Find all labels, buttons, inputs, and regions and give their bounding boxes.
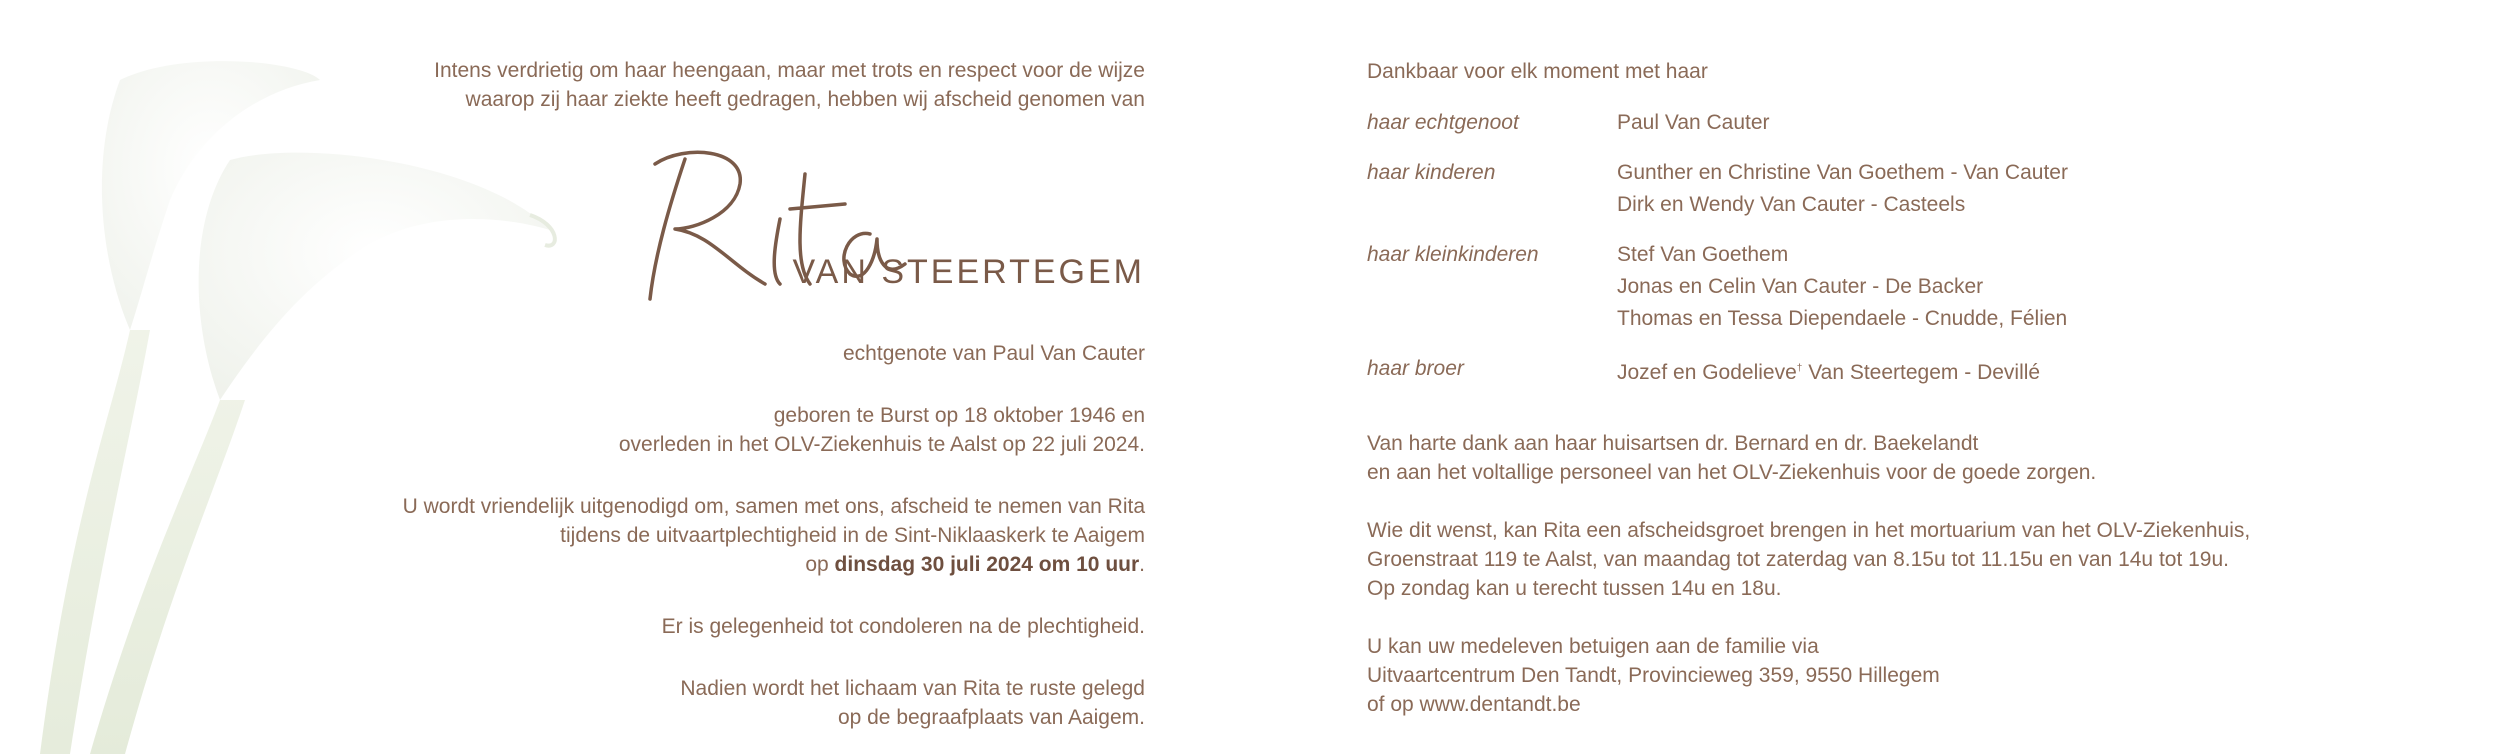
family-name: Thomas en Tessa Diependaele - Cnudde, Félien bbox=[1617, 307, 2068, 330]
website-line[interactable]: of op www.dentandt.be bbox=[1367, 693, 1581, 716]
date-suffix: . bbox=[1139, 553, 1145, 576]
family-role: haar echtgenoot bbox=[1367, 111, 1519, 134]
family-column bbox=[1367, 56, 2467, 719]
condolence-info-line: U kan uw medeleven betuigen aan de familie via bbox=[1367, 635, 1819, 658]
family-name: Stef Van Goethem bbox=[1617, 243, 1789, 266]
deceased-name bbox=[330, 134, 1145, 349]
family-row-brother bbox=[1367, 353, 2467, 389]
visit-line: Op zondag kan u terecht tussen 14u en 18u. bbox=[1367, 577, 1782, 600]
family-role: haar kinderen bbox=[1367, 161, 1496, 184]
burial-line-1: Nadien wordt het lichaam van Rita te ruste gelegd bbox=[680, 677, 1145, 700]
family-role: haar kleinkinderen bbox=[1367, 243, 1539, 266]
family-row-grandchildren bbox=[1367, 239, 2467, 335]
spouse-line: echtgenote van Paul Van Cauter bbox=[843, 342, 1145, 365]
family-name: Dirk en Wendy Van Cauter - Casteels bbox=[1617, 193, 1966, 216]
family-list bbox=[1367, 107, 2467, 389]
born-line: geboren te Burst op 18 oktober 1946 en bbox=[773, 404, 1145, 427]
family-heading: Dankbaar voor elk moment met haar bbox=[1367, 60, 1708, 83]
visit-line: Wie dit wenst, kan Rita een afscheidsgroet brengen in het mortuarium van het OLV-Ziekenhuis, bbox=[1367, 519, 2251, 542]
brother-surname: Van Steertegem - Devillé bbox=[1808, 361, 2041, 384]
family-row-children bbox=[1367, 157, 2467, 221]
condolence-line: Er is gelegenheid tot condoleren na de plechtigheid. bbox=[661, 615, 1145, 638]
family-row-spouse bbox=[1367, 107, 2467, 139]
announcement-column bbox=[330, 56, 1145, 732]
cross-mark: † bbox=[1796, 363, 1803, 374]
family-name: Gunther en Christine Van Goethem - Van Cauter bbox=[1617, 161, 2068, 184]
ceremony-date bbox=[330, 550, 1145, 579]
family-name: Jonas en Celin Van Cauter - De Backer bbox=[1617, 275, 1984, 298]
surname: VAN STEERTEGEM bbox=[792, 253, 1145, 291]
intro-line-2: waarop zij haar ziekte heeft gedragen, hebben wij afscheid genomen van bbox=[465, 88, 1145, 111]
first-name-text: Rita bbox=[615, 134, 617, 135]
family-role: haar broer bbox=[1367, 357, 1464, 380]
invite-line-1: U wordt vriendelijk uitgenodigd om, samen met ons, afscheid te nemen van Rita bbox=[402, 495, 1145, 518]
family-name bbox=[1617, 353, 2467, 389]
died-line: overleden in het OLV-Ziekenhuis te Aalst op 22 juli 2024. bbox=[618, 433, 1145, 456]
brother-names: Jozef en Godelieve bbox=[1617, 361, 1797, 384]
thanks-line: Van harte dank aan haar huisartsen dr. Bernard en dr. Baekelandt bbox=[1367, 432, 1979, 455]
thanks-line: en aan het voltallige personeel van het OLV-Ziekenhuis voor de goede zorgen. bbox=[1367, 461, 2097, 484]
family-name: Paul Van Cauter bbox=[1617, 111, 1770, 134]
family-names bbox=[1617, 157, 2467, 221]
invite-line-2: tijdens de uitvaartplechtigheid in de Sint-Niklaaskerk te Aaigem bbox=[560, 524, 1145, 547]
family-names bbox=[1617, 353, 2467, 389]
thanks-block bbox=[1367, 429, 2467, 719]
date-prefix: op bbox=[805, 553, 835, 576]
intro-line-1: Intens verdrietig om haar heengaan, maar met trots en respect voor de wijze bbox=[434, 59, 1145, 82]
family-names bbox=[1617, 239, 2467, 335]
visit-line: Groenstraat 119 te Aalst, van maandag tot zaterdag van 8.15u tot 11.15u en van 14u tot 19u. bbox=[1367, 548, 2229, 571]
family-names bbox=[1617, 107, 2467, 139]
date-strong: dinsdag 30 juli 2024 om 10 uur bbox=[834, 553, 1140, 576]
burial-line-2: op de begraafplaats van Aaigem. bbox=[837, 706, 1145, 729]
condolence-info-line: Uitvaartcentrum Den Tandt, Provincieweg 359, 9550 Hillegem bbox=[1367, 664, 1940, 687]
